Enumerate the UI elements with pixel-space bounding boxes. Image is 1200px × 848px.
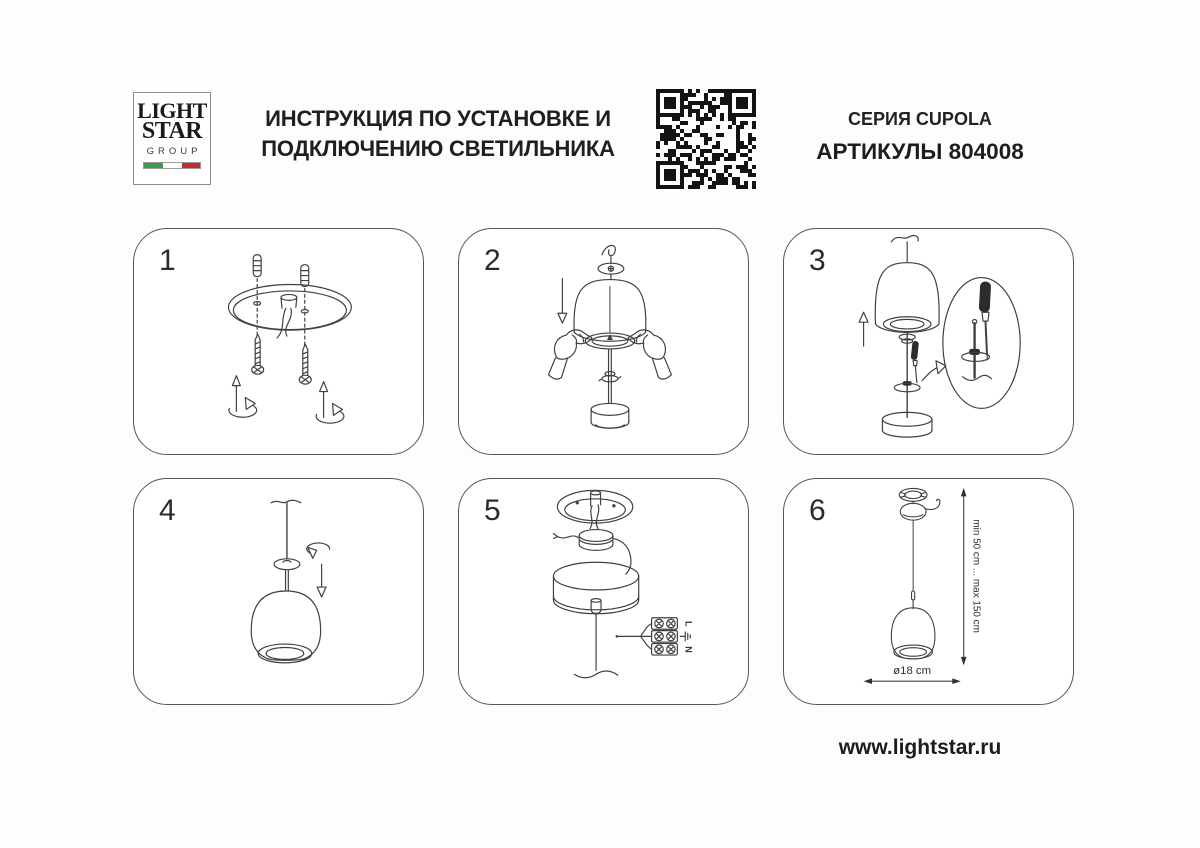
- series-name: СЕРИЯ CUPOLA: [848, 109, 992, 129]
- step-number: 3: [809, 244, 826, 277]
- article-number: АРТИКУЛЫ 804008: [816, 139, 1024, 164]
- step-number: 2: [484, 244, 501, 277]
- wall-plug-icon: [253, 255, 261, 277]
- canopy: [274, 559, 300, 570]
- logo-text: STAR: [141, 118, 203, 144]
- step-6-illustration: [784, 479, 1073, 704]
- wire-right: [613, 538, 631, 574]
- up-arrow-icon: [859, 312, 868, 346]
- step-panel-5: [458, 478, 749, 705]
- title-line-1: ИНСТРУКЦИЯ ПО УСТАНОВКЕ И: [265, 106, 611, 131]
- canopy: [598, 263, 624, 274]
- ceiling-plate: [557, 490, 632, 528]
- hand-icon: [628, 330, 672, 379]
- callout-arrow-icon: [922, 361, 946, 381]
- step-5-illustration: [459, 479, 748, 704]
- logo-text: LIGHT: [137, 98, 207, 123]
- cord-grip: [553, 530, 631, 575]
- detail-view: [943, 278, 1020, 409]
- rotate-arrow-icon: [229, 376, 257, 418]
- title-line-2: ПОДКЛЮЧЕНИЮ СВЕТИЛЬНИКА: [261, 136, 615, 161]
- step-3-illustration: [784, 229, 1073, 454]
- step-number: 6: [809, 494, 826, 527]
- down-arrow-icon: [558, 279, 567, 324]
- step-panel-3: [783, 228, 1074, 455]
- step-panel-6: [783, 478, 1074, 705]
- logo-text: GROUP: [146, 146, 202, 157]
- height-range-label: min 50 cm ... max 150 cm: [970, 519, 982, 633]
- hand-icon: [548, 330, 592, 379]
- terminal-label-l: L: [683, 620, 694, 627]
- lightstar-logo: [133, 92, 211, 185]
- wall-plug-icon: [301, 265, 309, 287]
- step-1-illustration: [134, 229, 423, 454]
- glass-dome: [875, 263, 939, 333]
- rotate-arrow-icon: [316, 382, 344, 424]
- rotate-arrow-icon: [307, 543, 330, 558]
- height-dimension: [961, 488, 982, 665]
- screw-icon: [252, 334, 264, 374]
- qr-code: [656, 89, 756, 189]
- step-panel-4: [133, 478, 424, 705]
- screwdriver-icon: [911, 341, 919, 383]
- lamp-head: [591, 403, 629, 428]
- width-dimension: [864, 665, 961, 684]
- step-number: 4: [159, 494, 176, 527]
- step-panel-1: [133, 228, 424, 455]
- terminal-block: [652, 618, 678, 655]
- ceiling-cable: [602, 245, 615, 255]
- product-info: [770, 109, 1070, 165]
- shade: [891, 608, 935, 659]
- down-arrow-icon: [317, 564, 326, 597]
- earth-ground-icon: [680, 632, 690, 641]
- terminal-wires: [616, 624, 652, 650]
- mounting-plate: [228, 285, 351, 339]
- diameter-label: ø18 cm: [893, 665, 932, 678]
- ceiling-cable: [891, 236, 918, 242]
- italian-flag-icon: [143, 162, 201, 169]
- lock-nut: [599, 372, 621, 382]
- ceiling-bar: [271, 500, 301, 503]
- step-2-illustration: [459, 229, 748, 454]
- website-url: www.lightstar.ru: [838, 736, 1002, 759]
- ceiling-mount: [899, 488, 927, 503]
- step-number: 1: [159, 244, 176, 277]
- terminal-label-n: N: [683, 646, 694, 653]
- canopy-ball: [900, 499, 940, 520]
- canopy-cylinder: [553, 562, 638, 614]
- page-title: [233, 104, 643, 164]
- step-number: 5: [484, 494, 501, 527]
- wire-left: [553, 534, 578, 539]
- shade: [251, 591, 320, 663]
- step-4-illustration: [134, 479, 423, 704]
- step-panel-2: [458, 228, 749, 455]
- screw-icon: [299, 344, 311, 384]
